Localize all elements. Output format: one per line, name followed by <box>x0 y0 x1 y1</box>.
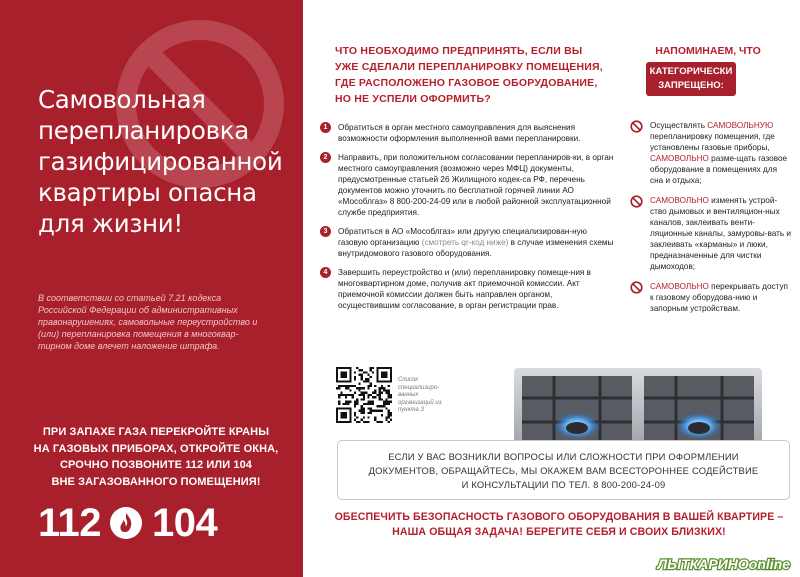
qr-note: Список специализиро-ванных организаций из пункта 3 <box>398 377 442 413</box>
gas-stove-icon <box>514 368 762 448</box>
step-1 <box>320 122 615 144</box>
rule-text: разме-щать газовое оборудование в помещениях для сна и отдыха; <box>650 154 788 185</box>
highlight-word: САМОВОЛЬНО <box>650 196 709 205</box>
step-text: Обратиться в орган местного самоуправления для выяснения возможности оформления выполненной вами перепланировки. <box>338 123 581 143</box>
step-2 <box>320 152 615 218</box>
law-note: В соответствии со статьей 7.21 кодекса Российской Федерации об административных правонарушениях, самовольные переустройство и (или) перепланировка помещения в многоквар-тирном доме влечет наложение штрафа. <box>38 293 258 351</box>
actions-heading: ЧТО НЕОБХОДИМО ПРЕДПРИНЯТЬ, ЕСЛИ ВЫ УЖЕ СДЕЛАЛИ ПЕРЕПЛАНИРОВКУ ПОМЕЩЕНИЯ, ГДЕ РАСПОЛОЖЕНО ГАЗОВОЕ ОБОРУДОВАНИЕ, НО НЕ УСПЕЛИ ОФОРМИТЬ? <box>335 45 603 105</box>
step-text: Направить, при положительном согласовании перепланиров-ки, в орган местного самоуправления (возможно через МФЦ) документы, предусмотренные статьей 26 Жилищного кодек-са РФ, перечень документов можно уточнить по бесплатной горячей линии АО «Мособлгаз» 8 800-200-24-09 или в любой районной эксплуатационной службе предприятия. <box>338 153 614 217</box>
left-panel <box>0 0 303 577</box>
gas-warning: ПРИ ЗАПАХЕ ГАЗА ПЕРЕКРОЙТЕ КРАНЫ НА ГАЗОВЫХ ПРИБОРАХ, ОТКРОЙТЕ ОКНА, СРОЧНО ПОЗВОНИТЕ 112 ИЛИ 104 ВНЕ ЗАГАЗОВАННОГО ПОМЕЩЕНИЯ! <box>33 426 279 488</box>
watermark-text: ЛЫТКАРИНОonline <box>657 556 790 572</box>
step-text: в случае изменения схемы внутридомового газового оборудования. <box>338 238 614 258</box>
phone-112: 112 <box>38 500 102 545</box>
highlight-word: САМОВОЛЬНО <box>650 282 709 291</box>
steps-list <box>320 122 615 319</box>
step-4 <box>320 267 615 311</box>
safety-slogan: ОБЕСПЕЧИТЬ БЕЗОПАСНОСТЬ ГАЗОВОГО ОБОРУДОВАНИЯ В ВАШЕЙ КВАРТИРЕ – НАША ОБЩАЯ ЗАДАЧА! БЕРЕГИТЕ СЕБЯ И СВОИХ БЛИЗКИХ! <box>334 511 784 538</box>
step-3 <box>320 226 615 259</box>
prohibited-icon <box>630 195 643 208</box>
highlight-word: САМОВОЛЬНУЮ <box>707 121 774 130</box>
prohibition-item <box>630 120 792 186</box>
highlight-word: САМОВОЛЬНО <box>650 154 709 163</box>
rule-text: перепланировку помещения, где установлены газовые приборы, <box>650 132 775 152</box>
step-number: 1 <box>320 122 331 133</box>
step-number: 4 <box>320 267 331 278</box>
step-text: Обратиться в АО «Мособлгаз» или другую специализирован-ную газовую организацию <box>338 227 587 247</box>
rule-text: Осуществлять <box>650 121 708 130</box>
rule-text: перекрывать доступ к газовому оборудова-нию и запорным устройствам. <box>650 282 788 313</box>
contact-info-box: ЕСЛИ У ВАС ВОЗНИКЛИ ВОПРОСЫ ИЛИ СЛОЖНОСТИ ПРИ ОФОРМЛЕНИИ ДОКУМЕНТОВ, ОБРАЩАЙТЕСЬ, МЫ ОКАЖЕМ ВАМ ВСЕСТОРОННЕЕ СОДЕЙСТВИЕ И КОНСУЛЬТАЦИИ ПО ТЕЛ. 8 800-200-24-09 <box>337 440 790 500</box>
qr-code-icon[interactable] <box>336 367 392 423</box>
step-text: Завершить переустройство и (или) перепланировку помеще-ния в многоквартирном доме, получив акт приемочной комиссии. Акт приемочной комиссии должен быть направлен органом, осуществившим согласование, в орган регистрации прав. <box>338 268 591 310</box>
rule-text: изменять устрой-ство дымовых и вентиляцион-ных каналов, заклеивать венти-ляционные каналы, замуровы-вать и заклеивать «карманы» и люки, предназначенные для чистки дымоходов; <box>650 196 791 271</box>
prohibition-item <box>630 281 792 314</box>
prohibitions-list <box>630 120 792 323</box>
emergency-phones <box>38 497 217 549</box>
prohibited-icon <box>630 120 643 133</box>
reminder-heading: НАПОМИНАЕМ, ЧТО <box>655 45 761 57</box>
prohibited-badge: КАТЕГОРИЧЕСКИ ЗАПРЕЩЕНО: <box>646 62 736 96</box>
site-watermark <box>650 555 792 573</box>
prohibited-icon <box>630 281 643 294</box>
main-title: Самовольная перепланировка газифицированной квартиры опасна для жизни! <box>38 85 283 238</box>
gas-flame-icon <box>109 506 143 540</box>
step-number: 2 <box>320 152 331 163</box>
prohibition-item <box>630 195 792 272</box>
step-number: 3 <box>320 226 331 237</box>
qr-hint: (смотреть qr-код ниже) <box>421 238 509 247</box>
phone-104: 104 <box>152 500 218 545</box>
